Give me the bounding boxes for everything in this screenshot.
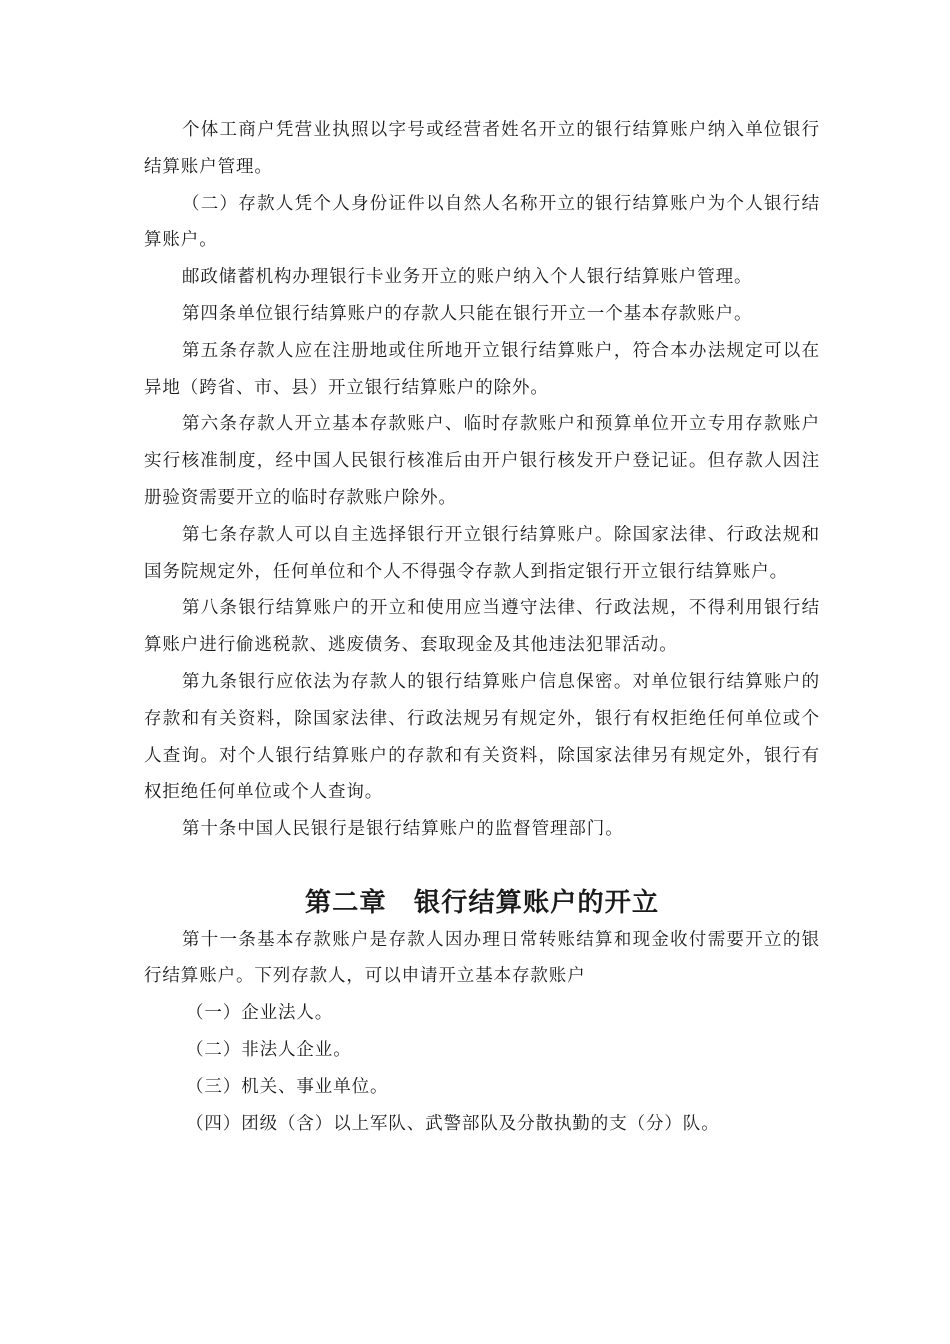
paragraph: 第十一条基本存款账户是存款人因办理日常转账结算和现金收付需要开立的银行结算账户。下列存款人，可以申请开立基本存款账户 — [144, 929, 820, 987]
list-item: （二）非法人企业。 — [186, 1039, 352, 1060]
paragraph: 第六条存款人开立基本存款账户、临时存款账户和预算单位开立专用存款账户实行核准制度，经中国人民银行核准后由开户银行核发开户登记证。但存款人因注册验资需要开立的临时存款账户除外。 — [144, 414, 820, 508]
paragraph: 第十条中国人民银行是银行结算账户的监督管理部门。 — [182, 819, 624, 840]
paragraph: 第五条存款人应在注册地或住所地开立银行结算账户，符合本办法规定可以在异地（跨省、市、县）开立银行结算账户的除外。 — [144, 340, 820, 398]
list-item: （一）企业法人。 — [186, 1003, 334, 1024]
paragraph: 第七条存款人可以自主选择银行开立银行结算账户。除国家法律、行政法规和国务院规定外，任何单位和个人不得强令存款人到指定银行开立银行结算账户。 — [144, 524, 820, 582]
paragraph: 个体工商户凭营业执照以字号或经营者姓名开立的银行结算账户纳入单位银行结算账户管理。 — [144, 120, 820, 177]
paragraph: 邮政储蓄机构办理银行卡业务开立的账户纳入个人银行结算账户管理。 — [182, 267, 753, 288]
list-item: （三）机关、事业单位。 — [186, 1076, 389, 1097]
chapter-heading: 第二章 银行结算账户的开立 — [304, 886, 660, 918]
list-item: （四）团级（含）以上军队、武警部队及分散执勤的支（分）队。 — [186, 1113, 720, 1134]
paragraph: 第四条单位银行结算账户的存款人只能在银行开立一个基本存款账户。 — [182, 303, 753, 324]
paragraph: 第八条银行结算账户的开立和使用应当遵守法律、行政法规，不得利用银行结算账户进行偷逃税款、逃废债务、套取现金及其他违法犯罪活动。 — [144, 598, 820, 656]
paragraph: 第九条银行应依法为存款人的银行结算账户信息保密。对单位银行结算账户的存款和有关资料，除国家法律、行政法规另有规定外，银行有权拒绝任何单位或个人查询。对个人银行结算账户的存款和有关资料，除国家法律另有规定外，银行有权拒绝任何单位或个人查询。 — [144, 671, 820, 803]
document-body — [144, 112, 820, 1142]
paragraph: （二）存款人凭个人身份证件以自然人名称开立的银行结算账户为个人银行结算账户。 — [144, 193, 820, 251]
